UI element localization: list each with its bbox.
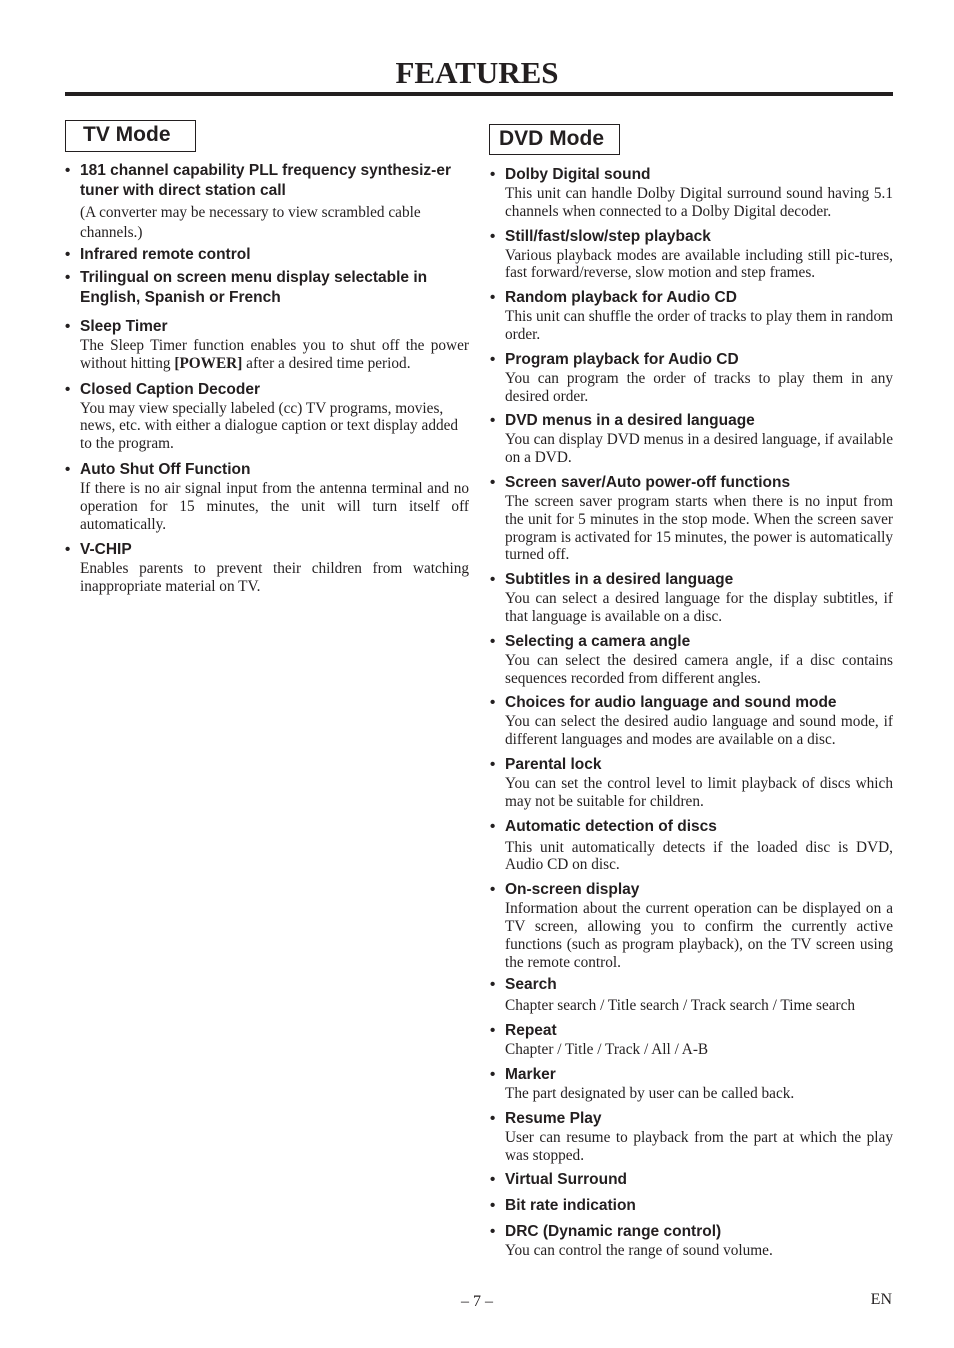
bullet-icon: •: [490, 289, 496, 307]
feature-item: [65, 245, 469, 265]
feature-title: Random playback for Audio CD: [505, 289, 737, 307]
feature-title: Still/fast/slow/step playback: [505, 227, 711, 245]
feature-title: Selecting a camera angle: [505, 632, 691, 650]
feature-title: Infrared remote control: [80, 246, 251, 263]
feature-desc: User can resume to playback from the part at which the play was stopped.: [505, 1128, 893, 1164]
bullet-icon: •: [490, 1065, 496, 1083]
feature-item: [490, 1222, 893, 1260]
bullet-icon: •: [490, 1022, 496, 1040]
bullet-icon: •: [490, 632, 496, 650]
feature-desc: Information about the current operation can be displayed on a TV screen, allowing you to confirm the currently active functions (such as program playback), on the TV screen using the remote control.: [505, 900, 893, 971]
feature-item: [490, 1065, 893, 1103]
feature-desc: If there is no air signal input from the antenna terminal and no operation for 15 minutes, the unit will turn itself off automatically.: [80, 479, 469, 533]
feature-desc: Chapter / Title / Track / All / A-B: [505, 1041, 709, 1059]
feature-item: [65, 540, 469, 596]
dvd-mode-heading: DVD Mode: [489, 124, 620, 155]
feature-desc: This unit can shuffle the order of tracks to play them in random order.: [505, 308, 893, 343]
feature-title: DVD menus in a desired language: [505, 412, 755, 430]
power-key-label: [POWER]: [174, 354, 243, 372]
feature-title: Dolby Digital sound: [505, 166, 651, 183]
feature-item: [490, 1109, 893, 1165]
bullet-icon: •: [65, 380, 71, 398]
feature-item: [65, 161, 469, 243]
bullet-icon: •: [65, 318, 71, 335]
feature-desc: You can program the order of tracks to play them in any desired order.: [505, 369, 893, 405]
feature-title: Marker: [505, 1065, 556, 1083]
feature-item: [490, 880, 893, 971]
bullet-icon: •: [65, 460, 71, 478]
feature-item: [490, 1196, 893, 1216]
feature-desc: You can control the range of sound volume.: [505, 1242, 773, 1260]
bullet-icon: •: [490, 976, 496, 994]
bullet-icon: •: [490, 1171, 496, 1189]
bullet-icon: •: [490, 755, 496, 773]
tv-mode-features: [65, 161, 469, 596]
feature-title: Program playback for Audio CD: [505, 350, 739, 368]
feature-item: [65, 380, 469, 453]
feature-desc: You can set the control level to limit playback of discs which may not be suitable for children.: [505, 774, 893, 810]
feature-desc: You may view specially labeled (cc) TV programs, movies, news, etc. with either a dialogue caption or text display added to the program.: [80, 399, 459, 453]
feature-desc-text: after a desired time period.: [242, 354, 411, 372]
bullet-icon: •: [490, 166, 496, 183]
page-title: FEATURES: [395, 55, 559, 90]
feature-item: [65, 268, 469, 308]
feature-item: [490, 165, 893, 221]
feature-desc: You can select a desired language for the display subtitles, if that language is available on a disc.: [505, 590, 893, 625]
bullet-icon: •: [490, 412, 496, 430]
bullet-icon: •: [490, 694, 496, 712]
bullet-icon: •: [490, 350, 496, 368]
bullet-icon: •: [65, 269, 71, 286]
feature-item: [490, 1021, 893, 1059]
feature-desc: [80, 337, 469, 373]
feature-desc: This unit automatically detects if the loaded disc is DVD, Audio CD on disc.: [505, 838, 893, 874]
feature-desc: You can select the desired camera angle, if a disc contains sequences recorded from different angles.: [505, 651, 893, 687]
title-rule: [65, 92, 893, 96]
bullet-icon: •: [490, 817, 496, 835]
feature-desc: Various playback modes are available including still pic-tures, fast forward/reverse, slow motion and step frames.: [505, 246, 893, 282]
feature-title: 181 channel capability PLL frequency synthesiz-er tuner with direct station call: [80, 162, 451, 199]
feature-desc: You can select the desired audio language and sound mode, if different languages and modes are available on a disc.: [505, 713, 893, 749]
feature-desc: Chapter search / Title search / Track search / Time search: [505, 997, 856, 1015]
bullet-icon: •: [490, 1109, 496, 1127]
feature-item: [490, 975, 893, 1015]
feature-item: [490, 632, 893, 688]
feature-desc: The screen saver program starts when there is no input from the unit for 5 minutes in the stop mode. When the screen saver program is activated for 15 minutes, the power is automatically turned off.: [505, 492, 893, 564]
feature-title: Subtitles in a desired language: [505, 571, 734, 589]
page-number: – 7 –: [461, 1293, 493, 1310]
bullet-icon: •: [490, 227, 496, 245]
bullet-icon: •: [490, 473, 496, 491]
feature-title: Choices for audio language and sound mode: [505, 694, 837, 712]
feature-title: Virtual Surround: [505, 1171, 628, 1189]
feature-item: [490, 288, 893, 344]
feature-title: Parental lock: [505, 755, 602, 773]
feature-item: [490, 227, 893, 283]
feature-desc: Enables parents to prevent their children from watching inappropriate material on TV.: [80, 560, 469, 596]
bullet-icon: •: [65, 541, 71, 559]
feature-title: Repeat: [505, 1022, 557, 1040]
feature-item: [490, 350, 893, 406]
feature-desc-text: The Sleep Timer function enables you to shut off the power without hitting: [80, 337, 469, 372]
bullet-icon: •: [490, 571, 496, 589]
feature-item: [490, 570, 893, 626]
feature-desc: (A converter may be necessary to view scrambled cable channels.): [80, 204, 421, 241]
feature-item: [65, 317, 469, 373]
feature-desc: The part designated by user can be called back.: [505, 1084, 795, 1102]
feature-title: Screen saver/Auto power-off functions: [505, 473, 791, 491]
language-code: EN: [870, 1291, 892, 1308]
feature-title: Trilingual on screen menu display selectable in English, Spanish or French: [80, 269, 428, 306]
feature-item: [490, 411, 893, 467]
feature-title: V-CHIP: [80, 541, 132, 559]
bullet-icon: •: [490, 881, 496, 899]
feature-title: Auto Shut Off Function: [80, 460, 251, 478]
bullet-icon: •: [490, 1197, 496, 1215]
feature-item: [490, 755, 893, 811]
feature-title: Search: [505, 976, 557, 994]
feature-item: [490, 473, 893, 564]
feature-desc: This unit can handle Dolby Digital surround sound having 5.1 channels when connected to a Dolby Digital decoder.: [505, 185, 893, 220]
dvd-mode-features: [490, 159, 893, 1260]
feature-title: Automatic detection of discs: [505, 817, 717, 835]
feature-title: Resume Play: [505, 1109, 602, 1127]
bullet-icon: •: [490, 1223, 496, 1241]
feature-item: [65, 460, 469, 533]
feature-item: [490, 1170, 893, 1190]
bullet-icon: •: [65, 246, 71, 263]
feature-item: [490, 693, 893, 749]
bullet-icon: •: [65, 162, 71, 179]
feature-title: Bit rate indication: [505, 1197, 636, 1215]
tv-mode-heading: TV Mode: [65, 120, 196, 152]
feature-title: On-screen display: [505, 881, 640, 899]
feature-title: Closed Caption Decoder: [80, 380, 260, 398]
feature-title: DRC (Dynamic range control): [505, 1223, 722, 1241]
feature-title: Sleep Timer: [80, 318, 168, 335]
feature-desc: You can display DVD menus in a desired language, if available on a DVD.: [505, 431, 893, 467]
feature-item: [490, 817, 893, 875]
